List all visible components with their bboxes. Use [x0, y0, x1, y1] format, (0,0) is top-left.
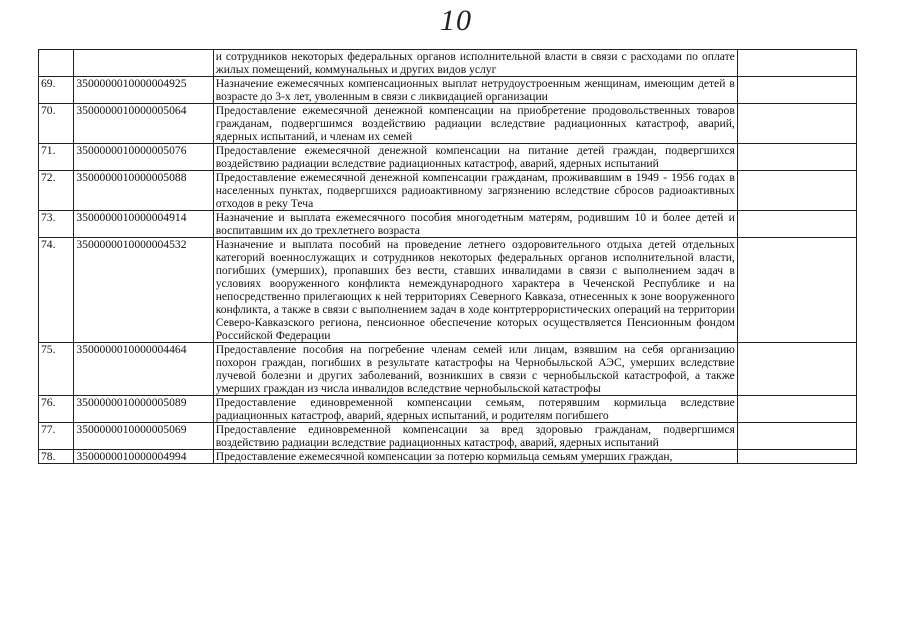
service-description: Предоставление ежемесячной компенсации за потерю кормильца семьям умерших граждан, — [213, 450, 737, 464]
table-row — [39, 144, 857, 171]
service-code — [74, 50, 213, 77]
notes-cell — [737, 343, 856, 396]
service-code: 3500000010000005088 — [74, 171, 213, 211]
table-row — [39, 211, 857, 238]
notes-cell — [737, 396, 856, 423]
service-code: 3500000010000004994 — [74, 450, 213, 464]
service-code: 3500000010000005069 — [74, 423, 213, 450]
row-number — [39, 50, 74, 77]
service-code: 3500000010000005064 — [74, 104, 213, 144]
notes-cell — [737, 77, 856, 104]
table-row — [39, 50, 857, 77]
row-number: 69. — [39, 77, 74, 104]
services-table-body — [39, 50, 857, 464]
row-number: 74. — [39, 238, 74, 343]
service-description: Предоставление пособия на погребение членам семей или лицам, взявшим на себя организацию похорон граждан, погибших в результате катастрофы на Чернобыльской АЭС, умерших вследствие лучевой болезни и других заболеваний, возникших в связи с чернобыльской катастрофой, а также умерших граждан из числа инвалидов вследствие чернобыльской катастрофы — [213, 343, 737, 396]
row-number: 71. — [39, 144, 74, 171]
table-row — [39, 343, 857, 396]
service-description: Предоставление ежемесячной денежной компенсации на питание детей граждан, подвергшихся воздействию радиации вследствие радиационных катастроф, аварий, ядерных испытаний — [213, 144, 737, 171]
service-code: 3500000010000005089 — [74, 396, 213, 423]
table-row — [39, 77, 857, 104]
service-code: 3500000010000004464 — [74, 343, 213, 396]
table-row — [39, 171, 857, 211]
table-row — [39, 104, 857, 144]
notes-cell — [737, 423, 856, 450]
row-number: 72. — [39, 171, 74, 211]
service-description: Предоставление ежемесячной денежной компенсации на приобретение продовольственных товаров гражданам, подвергшимся воздействию радиации вследствие радиационных катастроф, аварий, ядерных испытаний, и членам их семей — [213, 104, 737, 144]
row-number: 70. — [39, 104, 74, 144]
notes-cell — [737, 211, 856, 238]
service-code: 3500000010000005076 — [74, 144, 213, 171]
row-number: 76. — [39, 396, 74, 423]
table-row — [39, 423, 857, 450]
service-description: Назначение и выплата ежемесячного пособия многодетным матерям, родившим 10 и более детей и воспитавшим их до трехлетнего возраста — [213, 211, 737, 238]
row-number: 75. — [39, 343, 74, 396]
services-table — [38, 49, 857, 464]
notes-cell — [737, 50, 856, 77]
notes-cell — [737, 238, 856, 343]
service-code: 3500000010000004532 — [74, 238, 213, 343]
notes-cell — [737, 171, 856, 211]
service-description: Предоставление единовременной компенсации за вред здоровью гражданам, подвергшимся воздействию радиации вследствие радиационных катастроф, аварий, ядерных испытаний — [213, 423, 737, 450]
table-row — [39, 450, 857, 464]
service-code: 3500000010000004914 — [74, 211, 213, 238]
service-description: Назначение ежемесячных компенсационных выплат нетрудоустроенным женщинам, имеющим детей в возрасте до 3-х лет, уволенным в связи с ликвидацией организации — [213, 77, 737, 104]
service-description: Предоставление ежемесячной денежной компенсации гражданам, проживавшим в 1949 - 1956 годах в населенных пунктах, подвергшихся радиоактивному загрязнению вследствие сбросов радиоактивных отходов в реку Теча — [213, 171, 737, 211]
service-description: Назначение и выплата пособий на проведение летнего оздоровительного отдыха детей отдельных категорий военнослужащих и сотрудников некоторых федеральных органов исполнительной власти, погибших (умерших), пропавших без вести, ставших инвалидами в связи с выполнением задач в условиях вооруженного конфликта немеждународного характера в Чеченской Республике и на непосредственно прилегающих к ней территориях Северного Кавказа, отнесенных к зоне вооруженного конфликта, а также в связи с выполнением задач в ходе контртеррористических операций на территории Северо-Кавказского региона, пенсионное обеспечение которых осуществляется Пенсионным фондом Российской Федерации — [213, 238, 737, 343]
row-number: 73. — [39, 211, 74, 238]
service-description: и сотрудников некоторых федеральных органов исполнительной власти в связи с расходами по оплате жилых помещений, коммунальных и других видов услуг — [213, 50, 737, 77]
service-code: 3500000010000004925 — [74, 77, 213, 104]
notes-cell — [737, 104, 856, 144]
row-number: 77. — [39, 423, 74, 450]
row-number: 78. — [39, 450, 74, 464]
table-row — [39, 238, 857, 343]
table-row — [39, 396, 857, 423]
notes-cell — [737, 144, 856, 171]
notes-cell — [737, 450, 856, 464]
page-number: 10 — [440, 4, 472, 37]
service-description: Предоставление единовременной компенсации семьям, потерявшим кормильца вследствие радиационных катастроф, аварий, ядерных испытаний, и родителям погибшего — [213, 396, 737, 423]
